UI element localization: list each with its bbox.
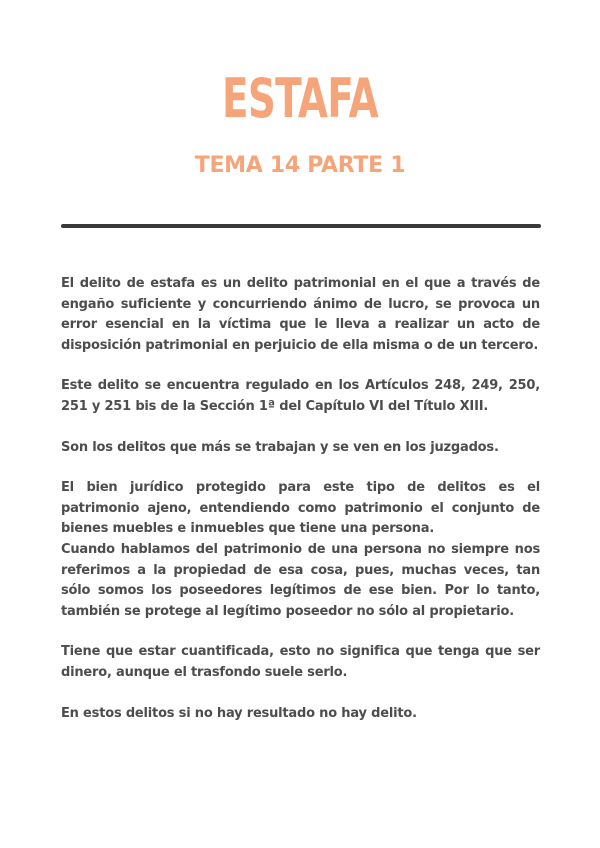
document-body — [61, 274, 540, 744]
paragraph-possession: Cuando hablamos del patrimonio de una persona no siempre nos referimos a la propiedad de esa cosa, pues, muchas veces, tan sólo somos los poseedores legítimos de ese bien. Por lo tanto, también se protege al legítimo poseedor no sólo al propietario. — [61, 541, 540, 619]
paragraph-quantified: Tiene que estar cuantificada, esto no significa que tenga que ser dinero, aunque el trasfondo suele serlo. — [61, 644, 540, 680]
paragraph-definition: El delito de estafa es un delito patrimonial en el que a través de engaño suficiente y concurriendo ánimo de lucro, se provoca un error esencial en la víctima que le lleva a realizar un acto de disposición patrimonial en perjuicio de ella misma o de un tercero. — [61, 276, 540, 353]
paragraph-result: En estos delitos si no hay resultado no hay delito. — [61, 705, 417, 721]
title-divider — [61, 224, 541, 228]
document-subtitle: TEMA 14 PARTE 1 — [194, 153, 406, 178]
paragraph-regulation: Este delito se encuentra regulado en los Artículos 248, 249, 250, 251 y 251 bis de la Sección 1ª del Capítulo VI del Título XIII. — [61, 378, 540, 414]
paragraph-legal-good: El bien jurídico protegido para este tipo de delitos es el patrimonio ajeno, entendiendo como patrimonio el conjunto de bienes muebles e inmuebles que tiene una persona. — [61, 480, 540, 537]
document-title: ESTAFA — [221, 67, 379, 130]
paragraph-frequency: Son los delitos que más se trabajan y se ven en los juzgados. — [61, 439, 499, 455]
